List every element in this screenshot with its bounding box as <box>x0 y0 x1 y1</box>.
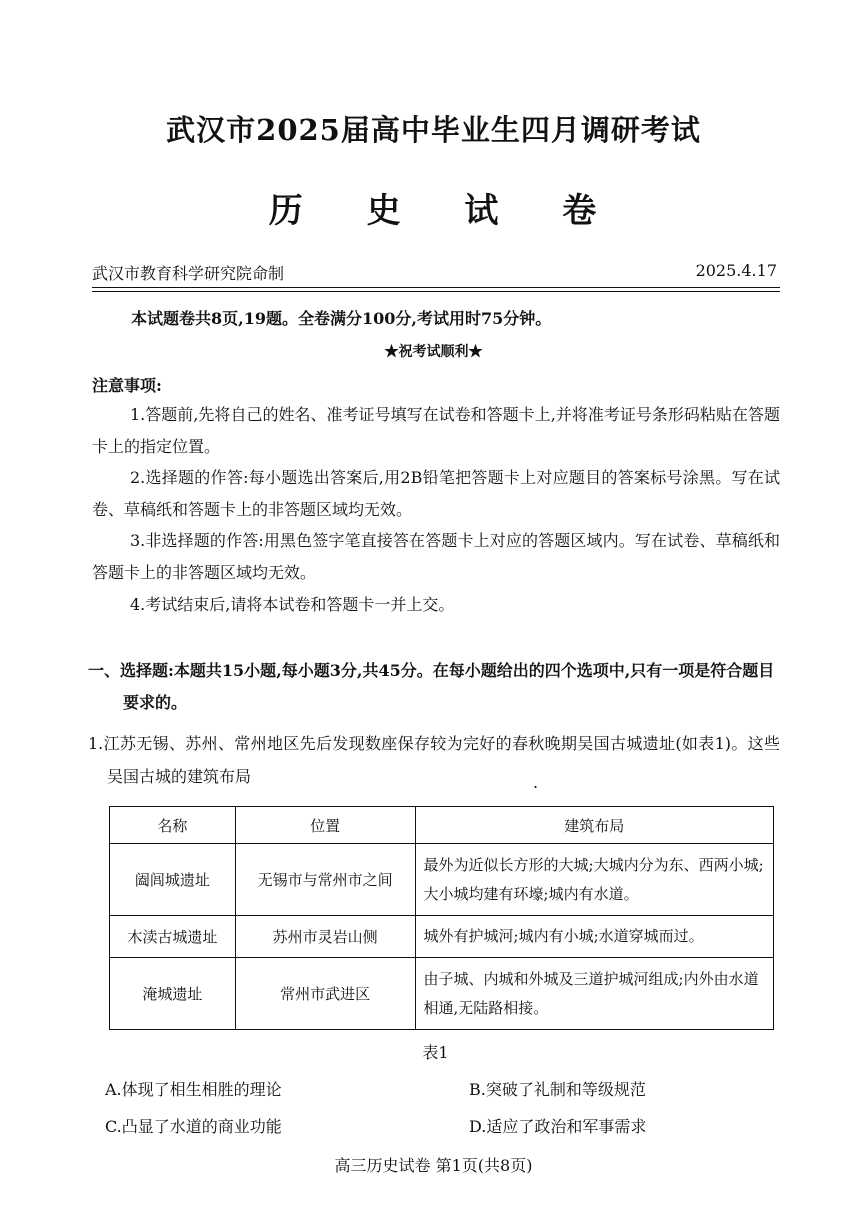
option-b: B.突破了礼制和等级规范 <box>469 1080 646 1099</box>
table-header-row <box>110 807 774 844</box>
table-cell-location: 苏州市灵岩山侧 <box>235 916 415 958</box>
table-cell-name: 木渎古城遗址 <box>110 916 236 958</box>
table-row <box>110 844 774 916</box>
table-header-layout: 建筑布局 <box>415 807 773 844</box>
subject-title: 历 史 试 卷 <box>268 191 623 231</box>
table-cell-layout: 城外有护城河;城内有小城;水道穿城而过。 <box>415 916 773 958</box>
table-cell-name: 淹城遗址 <box>110 958 236 1030</box>
notice-item-1: 1.答题前,先将自己的姓名、准考证号填写在试卷和答题卡上,并将准考证号条形码粘贴在答题卡上的指定位置。 <box>92 405 780 456</box>
header-rule-thin <box>92 291 780 292</box>
table-cell-name: 阖闾城遗址 <box>110 844 236 916</box>
notice-item-2: 2.选择题的作答:每小题选出答案后,用2B铅笔把答题卡上对应题目的答案标号涂黑。写在试卷、草稿纸和答题卡上的非答题区域均无效。 <box>92 468 780 519</box>
question-1-stem: 1.江苏无锡、苏州、常州地区先后发现数座保存较为完好的春秋晚期吴国古城遗址(如表1)。这些吴国古城的建筑布局 <box>88 734 780 786</box>
page-footer: 高三历史试卷 第1页(共8页) <box>334 1156 533 1175</box>
option-c: C.凸显了水道的商业功能 <box>105 1117 282 1136</box>
exam-intro: 本试题卷共8页,19题。全卷满分100分,考试用时75分钟。 <box>131 309 552 328</box>
option-d: D.适应了政治和军事需求 <box>469 1117 647 1136</box>
exam-title: 武汉市2025届高中毕业生四月调研考试 <box>166 113 701 147</box>
notice-title: 注意事项: <box>92 376 162 395</box>
exam-date: 2025.4.17 <box>695 261 777 280</box>
table-cell-location: 常州市武进区 <box>235 958 415 1030</box>
option-a: A.体现了相生相胜的理论 <box>105 1080 282 1099</box>
table-cell-location: 无锡市与常州市之间 <box>235 844 415 916</box>
table-header-location: 位置 <box>235 807 415 844</box>
table-cell-layout: 由子城、内城和外城及三道护城河组成;内外由水道相通,无陆路相接。 <box>415 958 773 1030</box>
table-row <box>110 958 774 1030</box>
table-row <box>110 916 774 958</box>
table-header-name: 名称 <box>110 807 236 844</box>
ruins-table <box>109 806 774 1030</box>
notice-item-3: 3.非选择题的作答:用黑色签字笔直接答在答题卡上对应的答题区域内。写在试卷、草稿纸和答题卡上的非答题区域均无效。 <box>92 531 780 582</box>
good-luck-banner: ★祝考试顺利★ <box>384 344 483 360</box>
table-cell-layout: 最外为近似长方形的大城;大城内分为东、西两小城;大小城均建有环壕;城内有水道。 <box>415 844 773 916</box>
question-1-mark: . <box>533 773 539 792</box>
header-rule-thick <box>92 287 780 288</box>
issuer: 武汉市教育科学研究院命制 <box>92 264 285 283</box>
section-heading: 一、选择题:本题共15小题,每小题3分,共45分。在每小题给出的四个选项中,只有一项是符合题目要求的。 <box>88 661 775 712</box>
table-caption: 表1 <box>422 1043 449 1062</box>
notice-item-4: 4.考试结束后,请将本试卷和答题卡一并上交。 <box>130 595 455 614</box>
